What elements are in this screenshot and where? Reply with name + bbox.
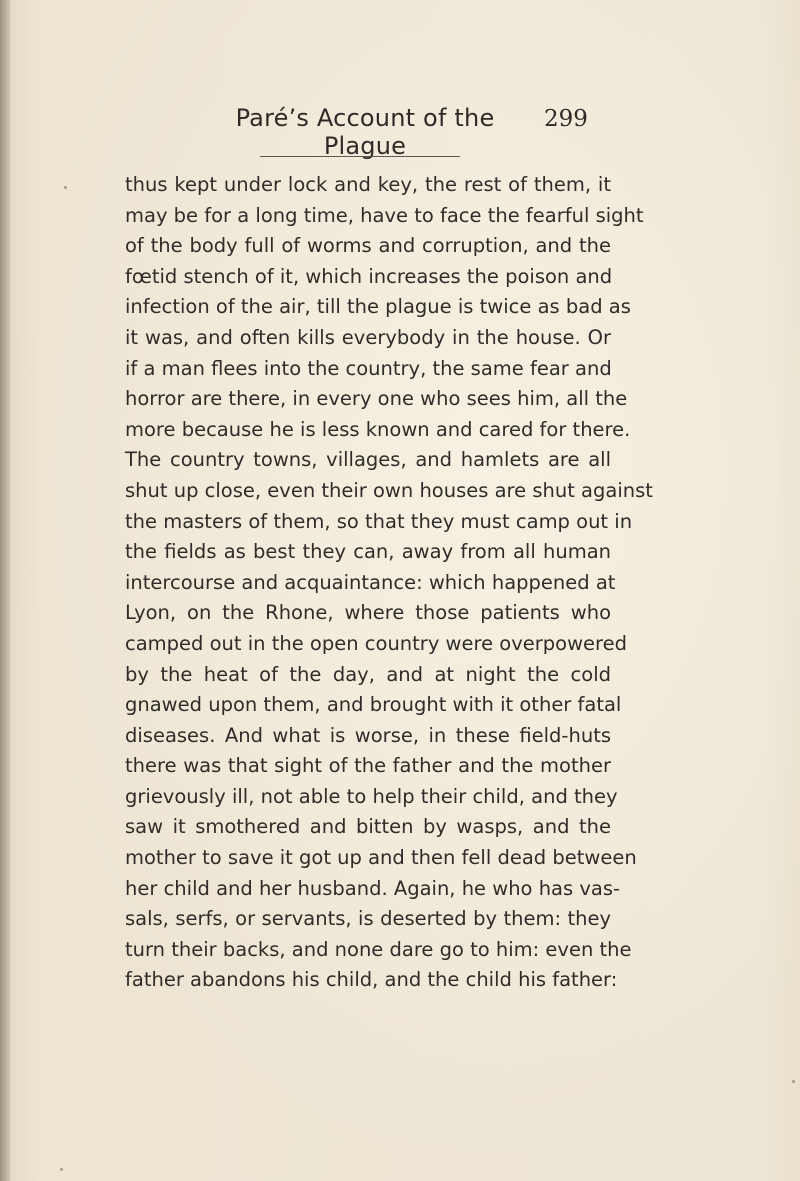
- text-line: it was, and often kills everybody in the house. Or: [125, 325, 611, 349]
- paper-speck: [792, 1080, 795, 1083]
- text-line: thus kept under lock and key, the rest of them, it: [125, 173, 611, 196]
- text-line: diseases. And what is worse, in these field-huts: [125, 723, 611, 747]
- page-gutter-shadow: [0, 0, 10, 1181]
- running-head: [200, 104, 600, 160]
- text-line: father abandons his child, and the child his father:: [125, 968, 618, 992]
- text-line: horror are there, in every one who sees him, all the: [125, 387, 628, 411]
- text-line: fœtid stench of it, which increases the poison and: [125, 264, 613, 288]
- text-line: there was that sight of the father and the mother: [125, 754, 611, 778]
- text-line: camped out in the open country were overpowered: [125, 631, 627, 655]
- text-line: infection of the air, till the plague is twice as bad as: [125, 295, 631, 319]
- text-line: The country towns, villages, and hamlets are all: [125, 448, 611, 472]
- text-line: mother to save it got up and then fell dead between: [125, 846, 637, 870]
- text-line: turn their backs, and none dare go to him: even the: [125, 937, 632, 961]
- text-line: the fields as best they can, away from all human: [125, 540, 611, 564]
- text-line: gnawed upon them, and brought with it other fatal: [125, 693, 622, 717]
- page-number: 299: [544, 106, 588, 132]
- paper-speck: [60, 1168, 63, 1171]
- text-line: by the heat of the day, and at night the cold: [125, 662, 611, 686]
- text-line: her child and her husband. Again, he who has vas-: [125, 876, 621, 900]
- paper-speck: [64, 186, 67, 189]
- text-line: may be for a long time, have to face the fearful sight: [125, 203, 644, 227]
- text-line: shut up close, even their own houses are shut against: [125, 478, 653, 502]
- text-line: if a man flees into the country, the same fear and: [125, 356, 612, 380]
- text-line: grievously ill, not able to help their child, and they: [125, 784, 618, 808]
- text-line: Lyon, on the Rhone, where those patients who: [125, 601, 611, 625]
- text-line: of the body full of worms and corruption, and the: [125, 234, 611, 258]
- text-line: saw it smothered and bitten by wasps, and the: [125, 815, 611, 839]
- text-line: more because he is less known and cared for there.: [125, 417, 631, 441]
- body-text: [125, 170, 653, 996]
- text-line: sals, serfs, or servants, is deserted by them: they: [125, 907, 611, 931]
- text-line: intercourse and acquaintance: which happened at: [125, 570, 616, 594]
- text-line: the masters of them, so that they must camp out in: [125, 509, 633, 533]
- header-rule: [260, 156, 460, 157]
- running-head-title: Paré’s Account of the Plague: [235, 104, 495, 160]
